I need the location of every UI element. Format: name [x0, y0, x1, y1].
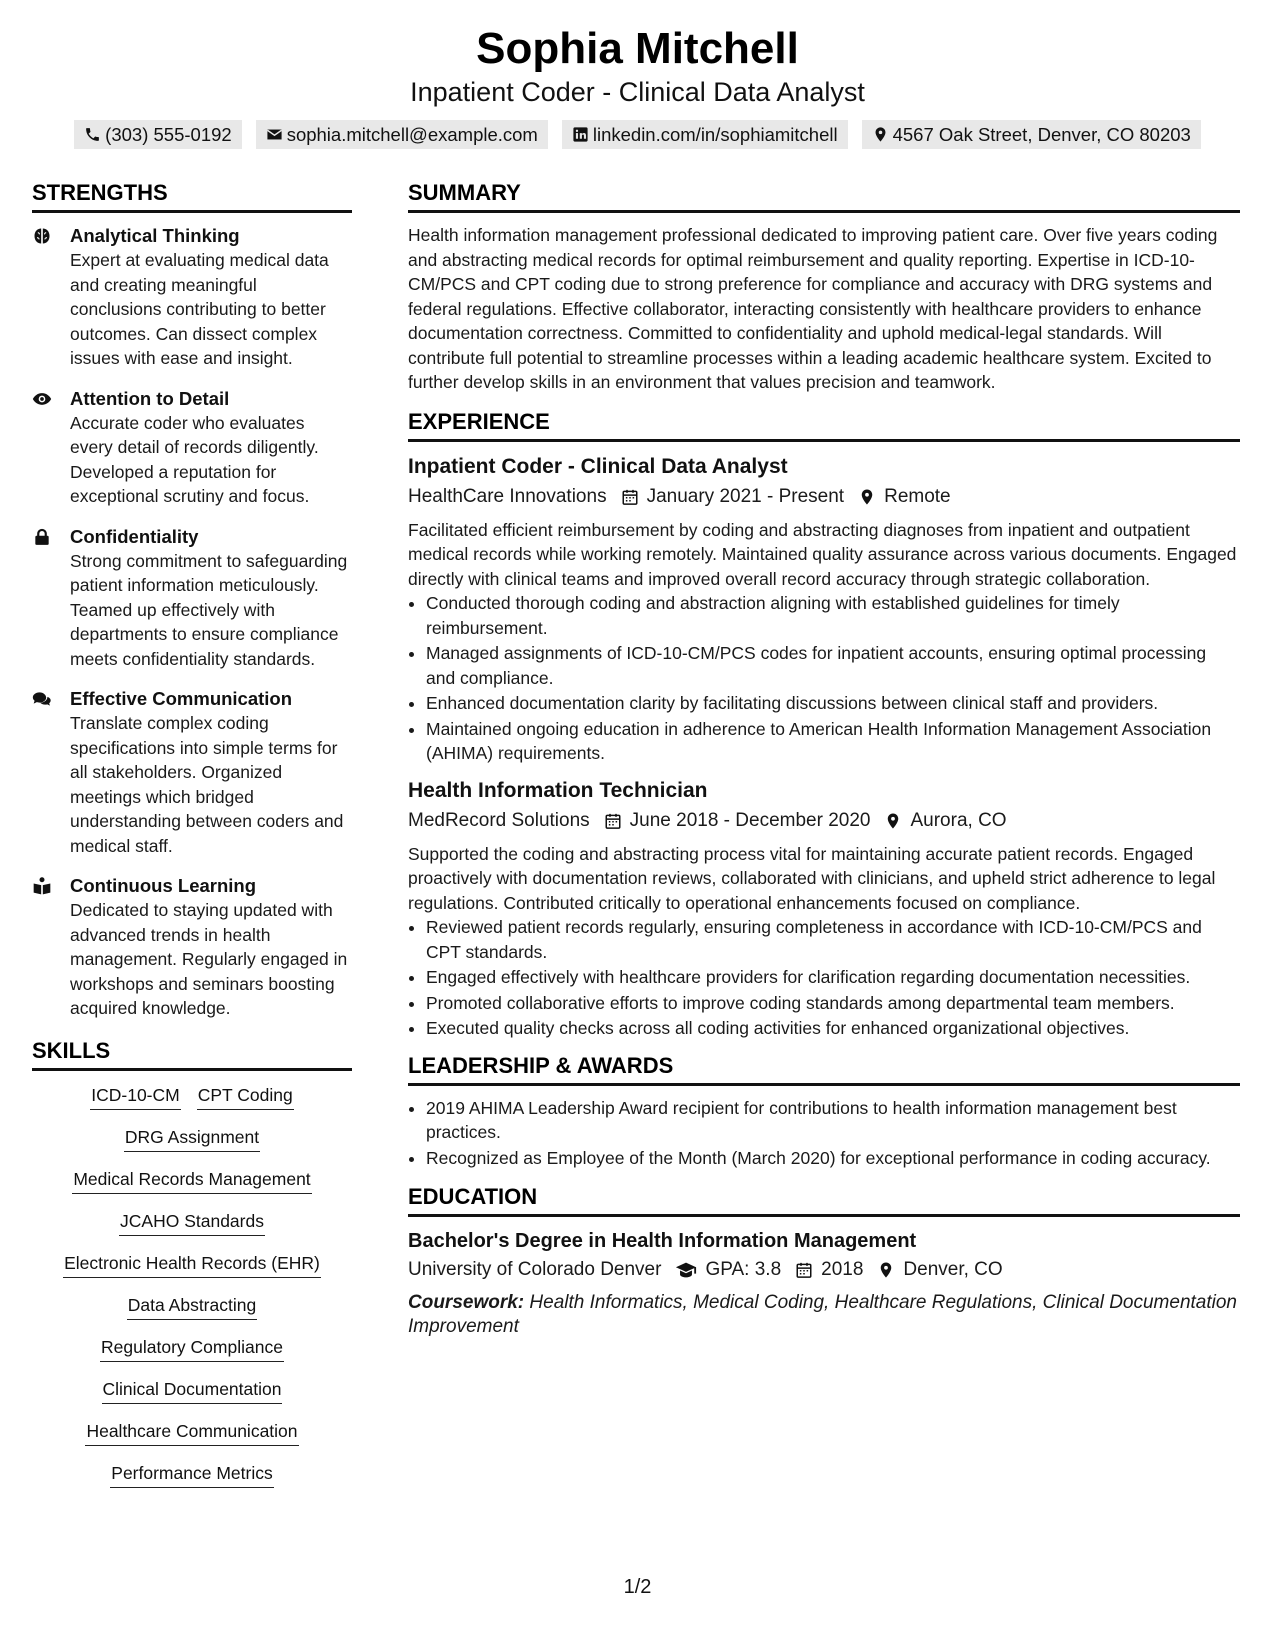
job-bullets	[408, 591, 1240, 766]
education-heading: EDUCATION	[408, 1182, 1240, 1217]
resume-header	[0, 22, 1275, 149]
summary-heading: SUMMARY	[408, 178, 1240, 213]
strength-item	[32, 386, 352, 509]
job-title: Health Information Technician	[408, 778, 708, 802]
strength-desc: Expert at evaluating medical data and creating meaningful conclusions contributing to better outcomes. Can dissect complex issues with ease and insight.	[70, 250, 329, 368]
list-item: • Recognized as Employee of the Month (March 2020) for exceptional performance in coding accuracy.	[426, 1146, 1240, 1171]
strength-item	[32, 686, 352, 858]
strength-title: Continuous Learning	[70, 875, 257, 896]
strength-title: Confidentiality	[70, 525, 199, 547]
coursework-label: Coursework:	[408, 1292, 525, 1313]
summary-text: Health information management professional dedicated to improving patient care. Over five years coding and abstracting medical records for optimal reimbursement and quality reporting. Expertise in ICD-10-CM/PCS and CPT coding due to strong preference for compliance and accuracy with DRG systems and federal regulations. Effective collaborator, interacting consistently with healthcare providers to enhance documentation correctness. Committed to confidentiality and uphold medical-legal standards. Will contribute full potential to streamline processes within a leading academic healthcare system. Excited to further develop skills in an environment that values precision and teamwork.	[408, 225, 1218, 392]
school-name: University of Colorado Denver	[408, 1259, 662, 1280]
list-item: • Conducted thorough coding and abstraction aligning with established guidelines for timely reimbursement.	[426, 591, 1240, 640]
gpa: GPA: 3.8	[705, 1259, 782, 1280]
contact-phone[interactable]	[74, 120, 242, 149]
list-item: • Maintained ongoing education in adherence to American Health Information Management Association (AHIMA) requirements.	[426, 717, 1240, 766]
degree-title: Bachelor's Degree in Health Information Management	[408, 1230, 917, 1252]
right-column	[408, 178, 1240, 1339]
job-dates: January 2021 - Present	[646, 485, 845, 507]
strength-item	[32, 524, 352, 672]
strength-desc: Strong commitment to safeguarding patient information meticulously. Teamed up effectively with departments to ensure compliance meets confidentiality standards.	[70, 550, 348, 669]
strength-desc: Accurate coder who evaluates every detail of records diligently. Developed a reputation for exceptional scrutiny and focus.	[70, 412, 319, 506]
calendar-icon	[621, 488, 639, 506]
job-entry	[408, 776, 1240, 1041]
contact-bar	[0, 120, 1275, 149]
job-company: MedRecord Solutions	[408, 809, 590, 831]
strength-title: Effective Communication	[70, 688, 293, 709]
skill-tag: ICD-10-CM	[90, 1081, 180, 1110]
contact-linkedin[interactable]	[562, 120, 848, 149]
job-dates: June 2018 - December 2020	[629, 809, 871, 831]
linkedin-icon	[572, 126, 589, 143]
strength-item	[32, 223, 352, 371]
coursework	[408, 1291, 1240, 1339]
list-item: • Engaged effectively with healthcare providers for clarification regarding documentation necessities.	[426, 965, 1240, 990]
page-number: 1/2	[623, 1576, 652, 1598]
list-item: • Enhanced documentation clarity by facilitating discussions between clinical staff and providers.	[426, 691, 1240, 716]
awards-list	[408, 1096, 1240, 1171]
education-meta	[408, 1255, 1240, 1285]
book-reader-icon	[32, 876, 52, 896]
strengths-heading: STRENGTHS	[32, 178, 352, 213]
skill-tag: Clinical Documentation	[102, 1375, 283, 1404]
comments-icon	[32, 689, 52, 709]
job-company: HealthCare Innovations	[408, 485, 607, 507]
graduation-year: 2018	[821, 1259, 864, 1280]
list-item: • Promoted collaborative efforts to improve coding standards among departmental team members.	[426, 991, 1240, 1016]
lock-icon	[32, 527, 52, 547]
envelope-icon	[266, 126, 283, 143]
strength-desc: Translate complex coding specifications into simple terms for all stakeholders. Organized meetings which bridged understanding between coders and medical staff.	[70, 713, 344, 856]
address-text: 4567 Oak Street, Denver, CO 80203	[892, 124, 1191, 145]
skill-tag: Medical Records Management	[72, 1165, 311, 1194]
job-entry	[408, 452, 1240, 766]
awards-heading: LEADERSHIP & AWARDS	[408, 1051, 1240, 1086]
left-column	[32, 178, 352, 1501]
calendar-icon	[795, 1261, 813, 1279]
skill-tag: Healthcare Communication	[85, 1417, 298, 1446]
job-location: Remote	[884, 485, 951, 507]
list-item: • Executed quality checks across all coding activities for enhanced organizational objectives.	[426, 1016, 1240, 1041]
skill-tag: Performance Metrics	[110, 1459, 273, 1488]
strength-title: Analytical Thinking	[70, 225, 240, 246]
job-description: Facilitated efficient reimbursement by coding and abstracting diagnoses from inpatient and outpatient medical records while working remotely. Maintained quality assurance across various documents. Engaged directly with clinical teams and improved overall record accuracy through strategic collaboration.	[408, 519, 1237, 589]
skills-list	[32, 1081, 352, 1488]
contact-address	[862, 120, 1201, 149]
location-pin-icon	[872, 126, 889, 143]
contact-email[interactable]	[256, 120, 548, 149]
job-meta	[408, 482, 1240, 512]
list-item: • 2019 AHIMA Leadership Award recipient for contributions to health information management best practices.	[426, 1096, 1240, 1145]
brain-icon	[32, 226, 52, 246]
strength-title: Attention to Detail	[70, 387, 230, 409]
location-pin-icon	[858, 488, 876, 506]
email-text: sophia.mitchell@example.com	[286, 124, 538, 145]
linkedin-text: linkedin.com/in/sophiamitchell	[592, 124, 838, 145]
list-item: • Reviewed patient records regularly, ensuring completeness in accordance with ICD-10-CM/PCS and CPT standards.	[426, 915, 1240, 964]
graduation-cap-icon	[675, 1259, 697, 1281]
coursework-list: Health Informatics, Medical Coding, Healthcare Regulations, Clinical Documentation Improvement	[408, 1292, 1237, 1337]
location-pin-icon	[877, 1261, 895, 1279]
job-bullets	[408, 915, 1240, 1041]
strength-desc: Dedicated to staying updated with advanced trends in health management. Regularly engaged in workshops and seminars boosting acquired knowledge.	[70, 900, 348, 1018]
skill-tag: Data Abstracting	[127, 1291, 257, 1320]
skills-heading: SKILLS	[32, 1036, 352, 1071]
job-title: Inpatient Coder - Clinical Data Analyst	[408, 454, 788, 478]
school-location: Denver, CO	[903, 1259, 1003, 1280]
experience-heading: EXPERIENCE	[408, 407, 1240, 442]
candidate-title: Inpatient Coder - Clinical Data Analyst	[410, 77, 865, 107]
phone-icon	[84, 126, 101, 143]
job-meta	[408, 806, 1240, 836]
eye-icon	[32, 389, 52, 409]
location-pin-icon	[884, 812, 902, 830]
skill-tag: CPT Coding	[197, 1081, 294, 1110]
phone-text: (303) 555-0192	[105, 124, 232, 145]
calendar-icon	[604, 812, 622, 830]
job-location: Aurora, CO	[910, 809, 1007, 831]
strength-item	[32, 873, 352, 1021]
skill-tag: Electronic Health Records (EHR)	[63, 1249, 321, 1278]
job-description: Supported the coding and abstracting process vital for maintaining accurate patient records. Engaged proactively with documentation reviews, collaborated with clinicians, and upheld strict adherence to legal regulations. Contributed critically to operational enhancements focused on compliance.	[408, 843, 1216, 913]
candidate-name: Sophia Mitchell	[476, 24, 799, 73]
skill-tag: Regulatory Compliance	[100, 1333, 284, 1362]
list-item: • Managed assignments of ICD-10-CM/PCS codes for inpatient accounts, ensuring optimal processing and compliance.	[426, 641, 1240, 690]
skill-tag: DRG Assignment	[124, 1123, 260, 1152]
skill-tag: JCAHO Standards	[119, 1207, 265, 1236]
